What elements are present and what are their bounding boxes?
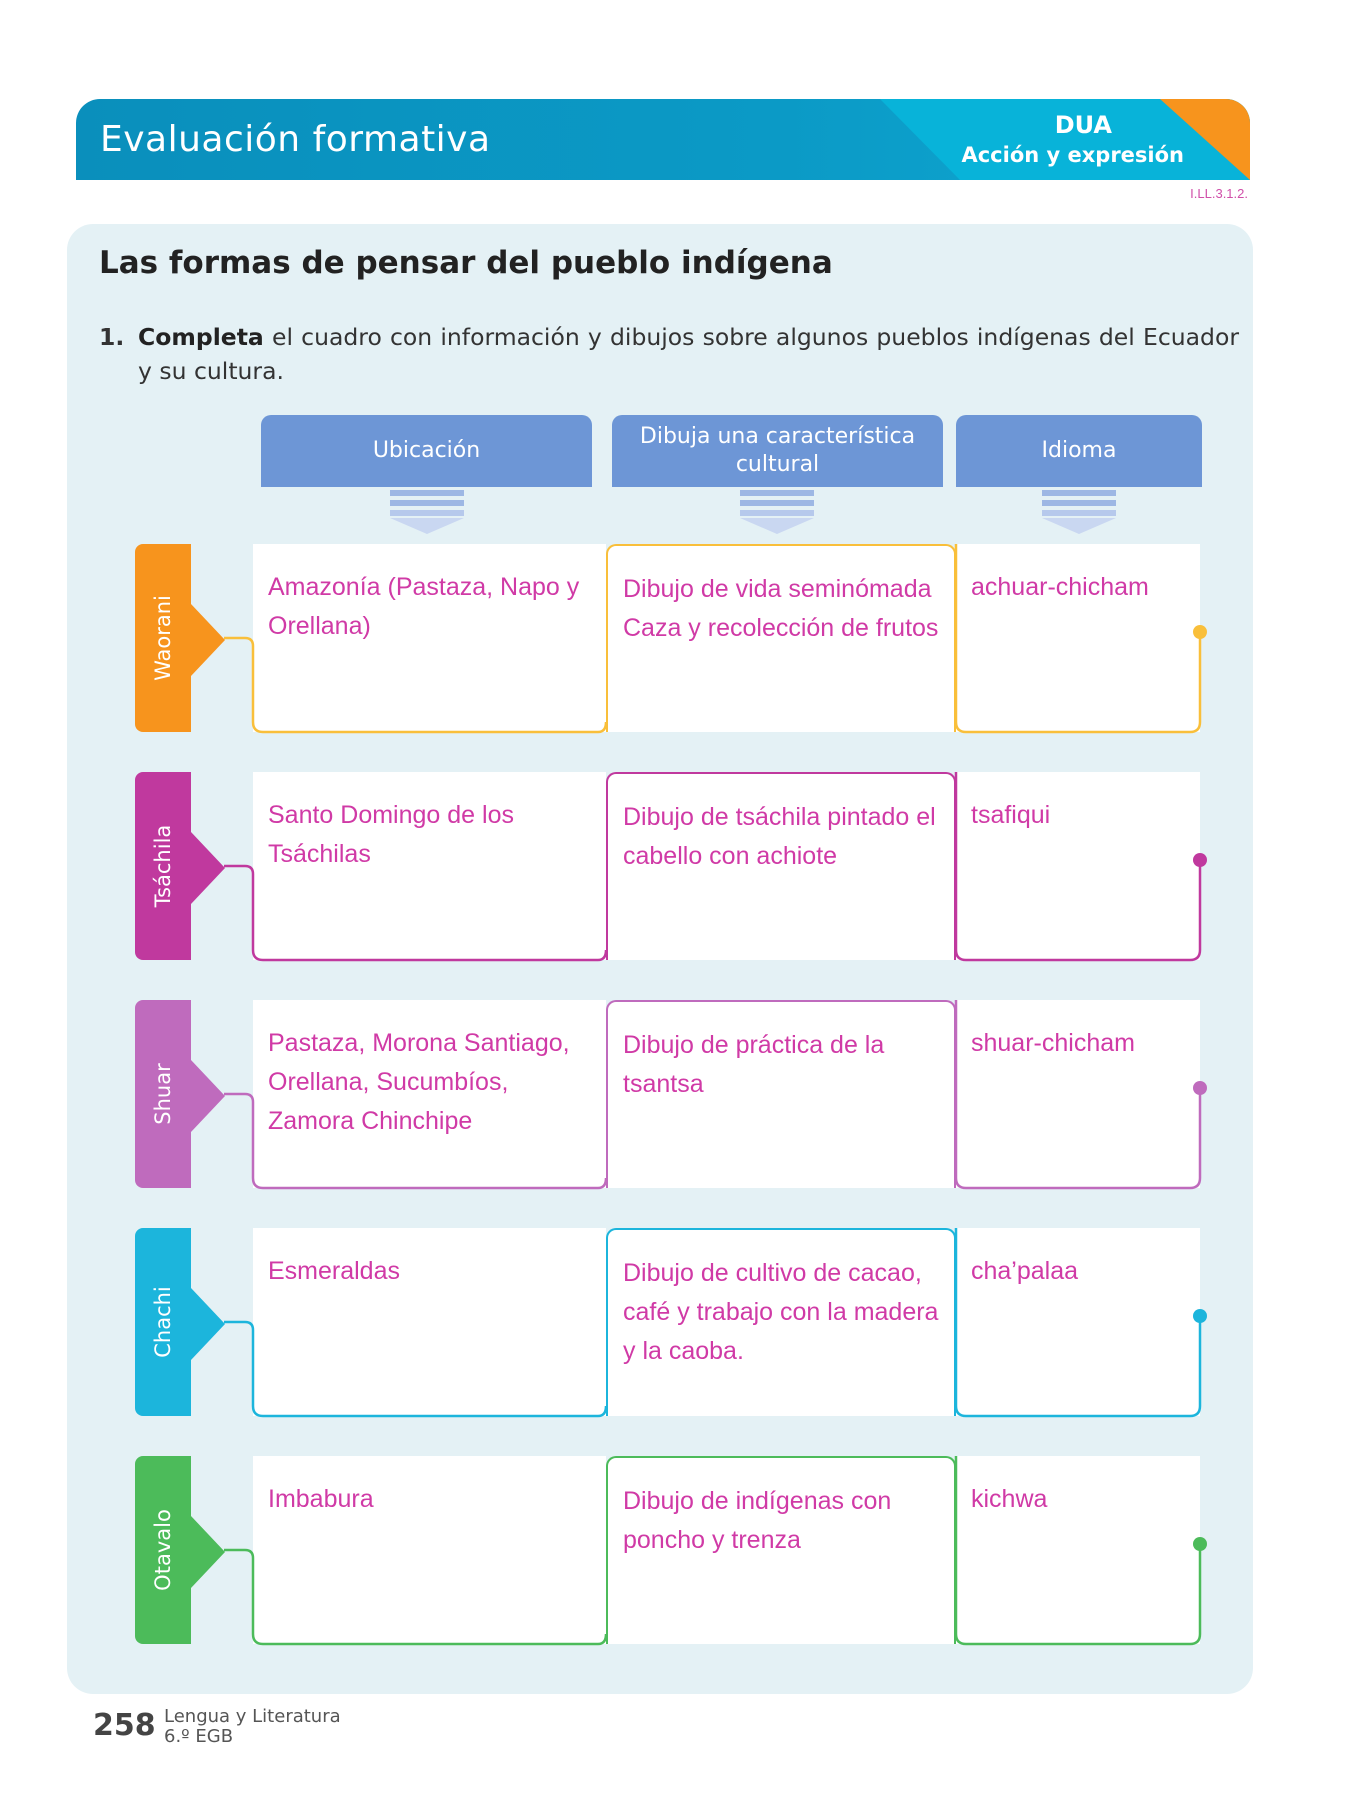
section-title: Las formas de pensar del pueblo indígena — [99, 245, 833, 281]
down-arrow-icon — [1042, 490, 1116, 534]
column-header-caracteristica: Dibuja una característica cultural — [612, 415, 943, 487]
cell-idioma-tsachila[interactable]: tsafiqui — [956, 772, 1200, 960]
row-label-chachi — [135, 1228, 191, 1416]
down-arrow-icon — [740, 490, 814, 534]
cell-ubicacion-otavalo[interactable]: Imbabura — [253, 1456, 606, 1644]
subject-name: Lengua y Literatura — [164, 1706, 341, 1727]
row-label-otavalo — [135, 1456, 191, 1644]
cell-caracteristica-tsachila[interactable]: Dibujo de tsáchila pintado el cabello con achiote — [606, 772, 956, 960]
dua-subtitle: Acción y expresión — [961, 143, 1184, 167]
row-label-text: Chachi — [151, 1286, 175, 1358]
skill-code: I.LL.3.1.2. — [1190, 186, 1248, 201]
dua-title: DUA — [1054, 111, 1112, 139]
page-title: Evaluación formativa — [100, 119, 491, 160]
cell-idioma-waorani[interactable]: achuar-chicham — [956, 544, 1200, 732]
instruction-text — [138, 320, 1239, 388]
cell-caracteristica-waorani[interactable]: Dibujo de vida seminómada Caza y recolección de frutos — [606, 544, 956, 732]
grade-label: 6.º EGB — [164, 1726, 234, 1747]
instruction — [99, 320, 1239, 388]
row-label-text: Otavalo — [151, 1509, 175, 1591]
column-header-ubicacion: Ubicación — [261, 415, 592, 487]
page-number: 258 — [93, 1708, 156, 1743]
row-label-text: Waorani — [151, 595, 175, 681]
down-arrow-icon — [390, 490, 464, 534]
row-label-waorani — [135, 544, 191, 732]
cell-caracteristica-otavalo[interactable]: Dibujo de indígenas con poncho y trenza — [606, 1456, 956, 1644]
instruction-verb: Completa — [138, 323, 264, 351]
instruction-body: el cuadro con información y dibujos sobre algunos pueblos indígenas del Ecuador y su cultura. — [138, 323, 1239, 385]
row-label-shuar — [135, 1000, 191, 1188]
header-banner — [76, 99, 1250, 180]
cell-ubicacion-tsachila[interactable]: Santo Domingo de los Tsáchilas — [253, 772, 606, 960]
row-label-text: Tsáchila — [151, 824, 175, 908]
footer-subject — [164, 1707, 341, 1747]
cell-ubicacion-chachi[interactable]: Esmeraldas — [253, 1228, 606, 1416]
cell-ubicacion-waorani[interactable]: Amazonía (Pastaza, Napo y Orellana) — [253, 544, 606, 732]
cell-caracteristica-shuar[interactable]: Dibujo de práctica de la tsantsa — [606, 1000, 956, 1188]
row-label-tsachila — [135, 772, 191, 960]
row-label-text: Shuar — [151, 1063, 175, 1125]
column-header-idioma: Idioma — [956, 415, 1202, 487]
instruction-number: 1. — [99, 323, 125, 351]
cell-caracteristica-chachi[interactable]: Dibujo de cultivo de cacao, café y trabajo con la madera y la caoba. — [606, 1228, 956, 1416]
cell-ubicacion-shuar[interactable]: Pastaza, Morona Santiago, Orellana, Sucumbíos, Zamora Chinchipe — [253, 1000, 606, 1188]
cell-idioma-shuar[interactable]: shuar-chicham — [956, 1000, 1200, 1188]
cell-idioma-chachi[interactable]: cha’palaa — [956, 1228, 1200, 1416]
cell-idioma-otavalo[interactable]: kichwa — [956, 1456, 1200, 1644]
